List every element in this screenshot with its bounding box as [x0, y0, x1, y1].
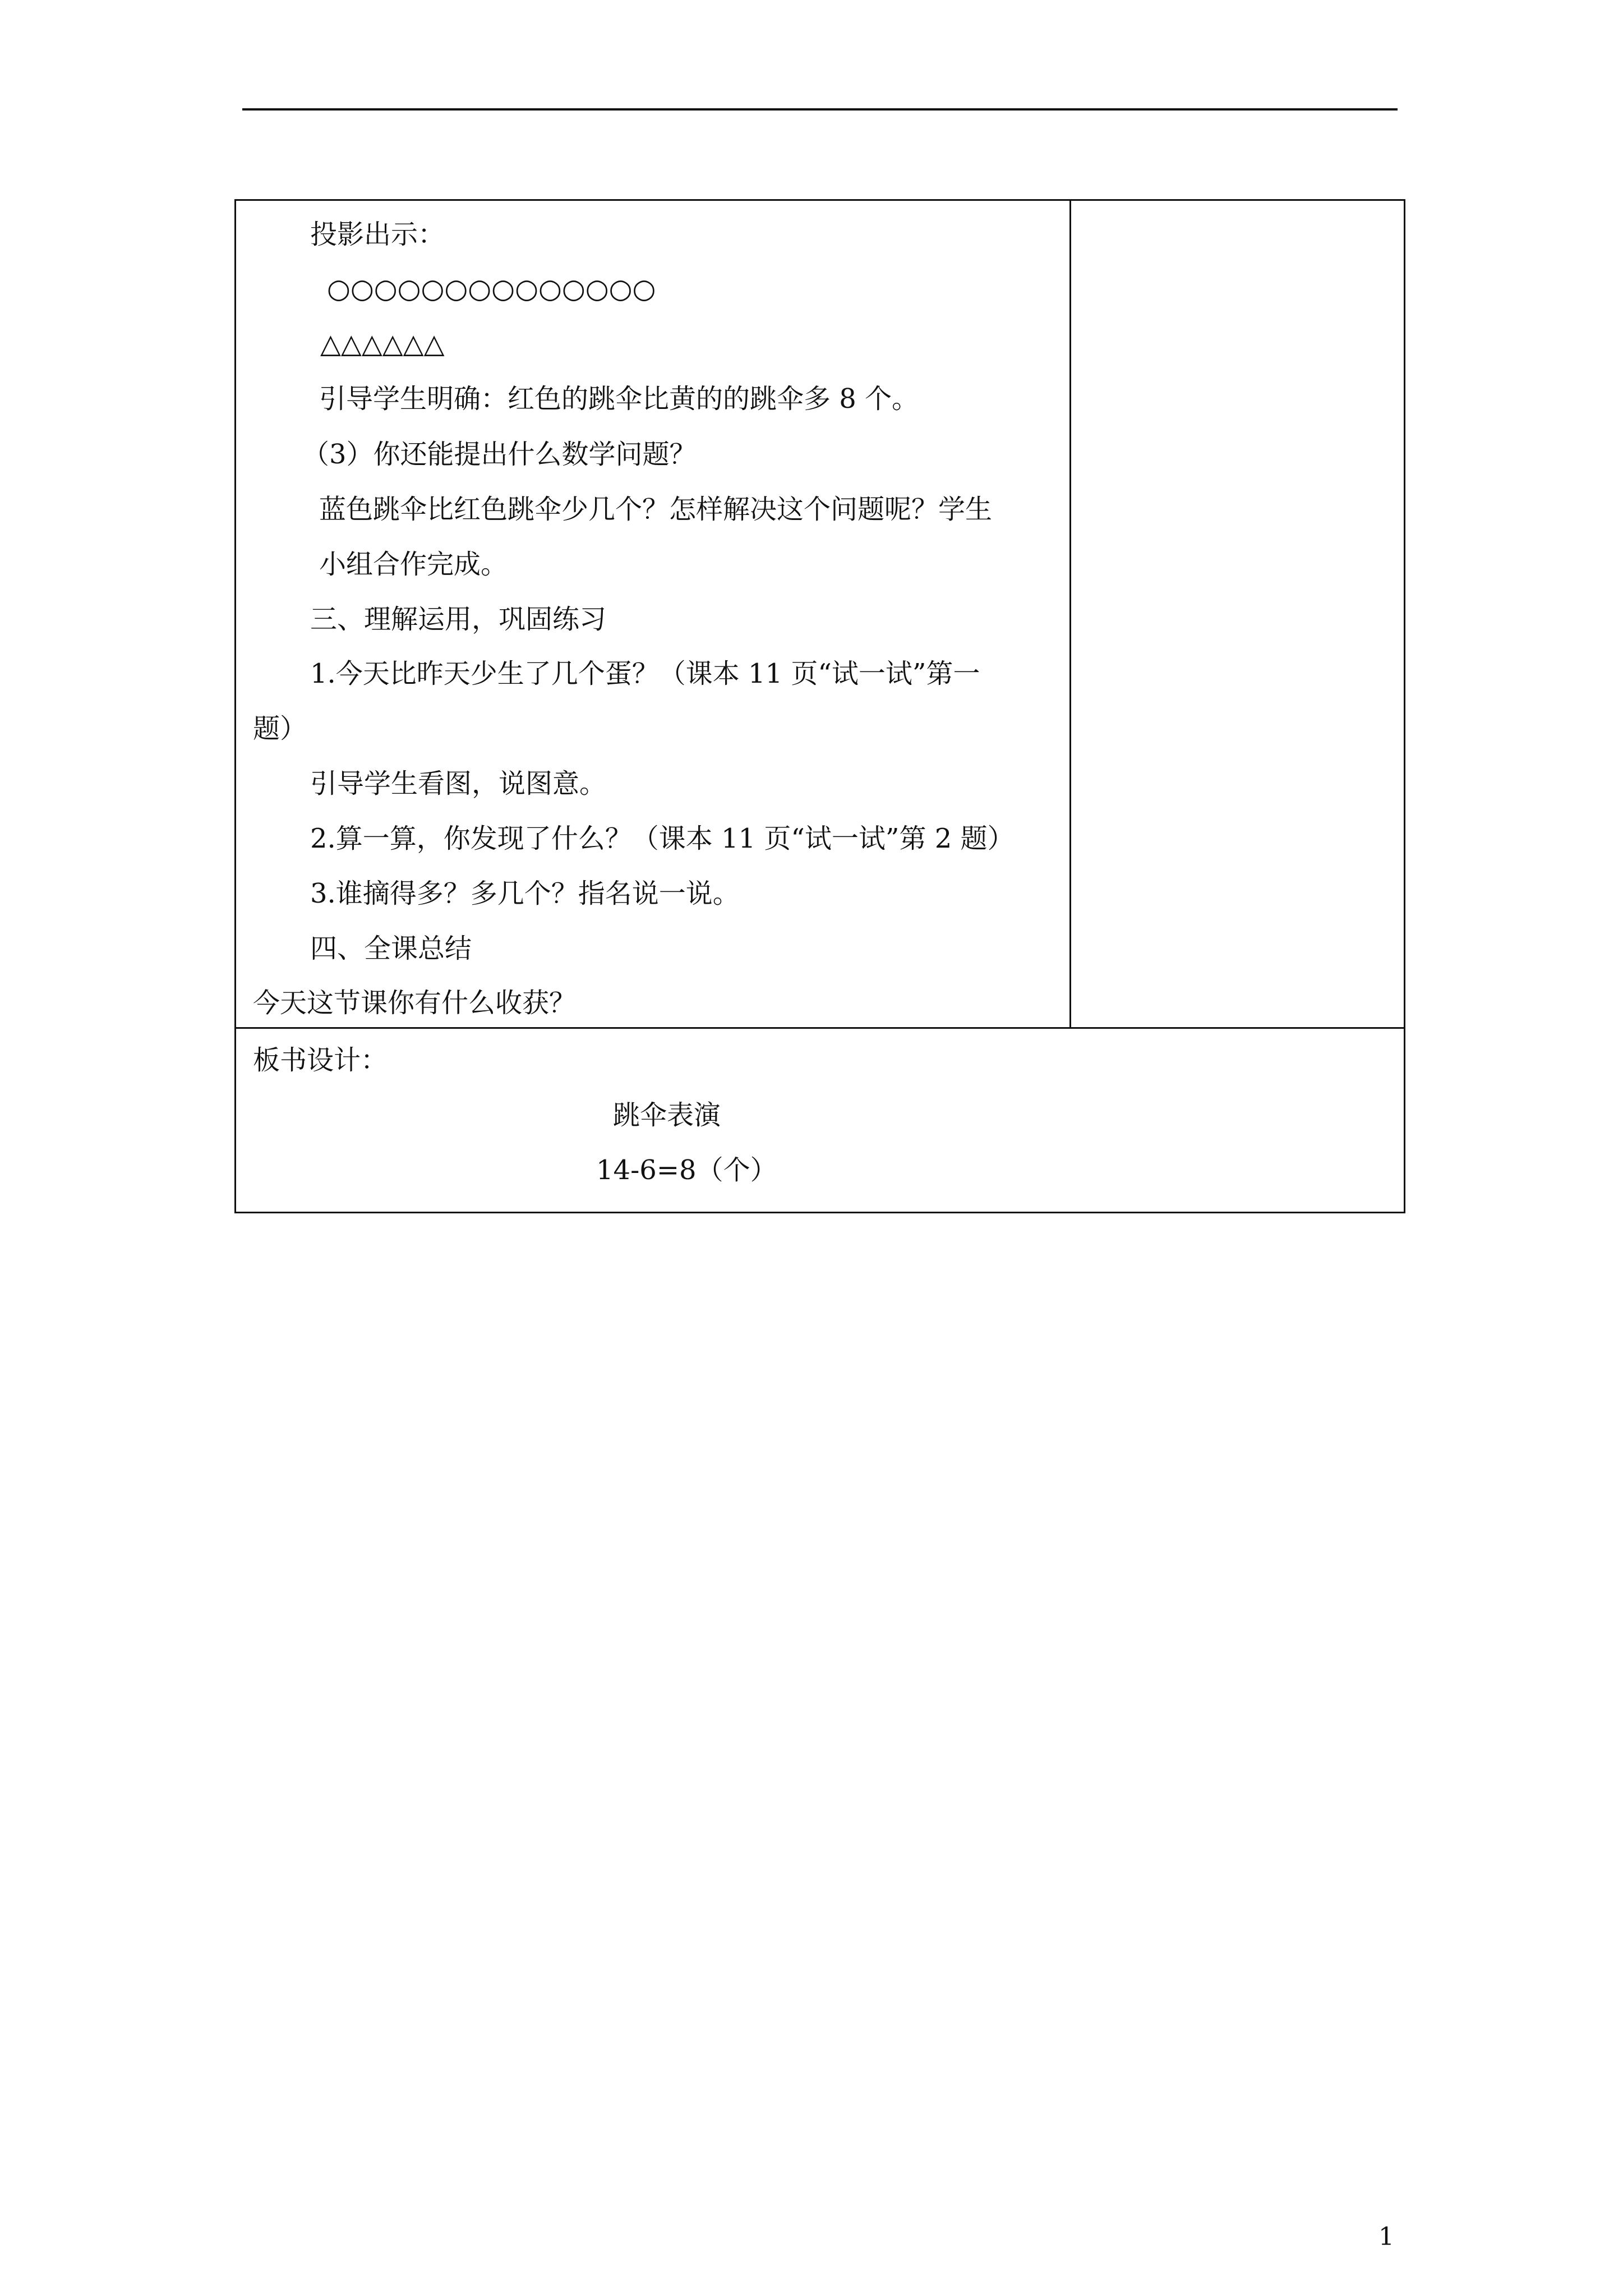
board-title: 跳伞表演 [613, 1099, 721, 1131]
board-design-label: 板书设计： [253, 1045, 388, 1076]
section-heading: 三、理解运用，巩固练习 [310, 604, 607, 635]
header-rule [242, 108, 1398, 111]
content-line: 投影出示： [310, 219, 445, 250]
column-divider [1069, 201, 1071, 1027]
content-line: 蓝色跳伞比红色跳伞少几个？怎样解决这个问题呢？学生 [319, 494, 993, 525]
content-line: 引导学生明确：红色的跳伞比黄的的跳伞多 8 个。 [319, 383, 919, 415]
row-divider [236, 1027, 1404, 1029]
section-heading: 四、全课总结 [310, 933, 472, 964]
lesson-table [234, 199, 1405, 1213]
circle-row: ○○○○○○○○○○○○○○ [327, 273, 656, 305]
content-line: 3.谁摘得多？多几个？指名说一说。 [310, 878, 740, 909]
content-line: 2.算一算，你发现了什么？（课本 11 页“试一试”第 2 题） [310, 823, 1015, 854]
content-line: 引导学生看图，说图意。 [310, 768, 607, 799]
content-line: 今天这节课你有什么收获？ [253, 987, 577, 1019]
content-line: 题） [253, 713, 307, 744]
content-line: （3）你还能提出什么数学问题？ [302, 439, 697, 470]
content-line: 1.今天比昨天少生了几个蛋？（课本 11 页“试一试”第一 [310, 658, 980, 689]
page-number: 1 [1378, 2223, 1394, 2251]
board-equation: 14-6=8（个） [596, 1154, 777, 1186]
triangle-row: △△△△△△ [320, 328, 445, 360]
content-line: 小组合作完成。 [319, 549, 508, 580]
